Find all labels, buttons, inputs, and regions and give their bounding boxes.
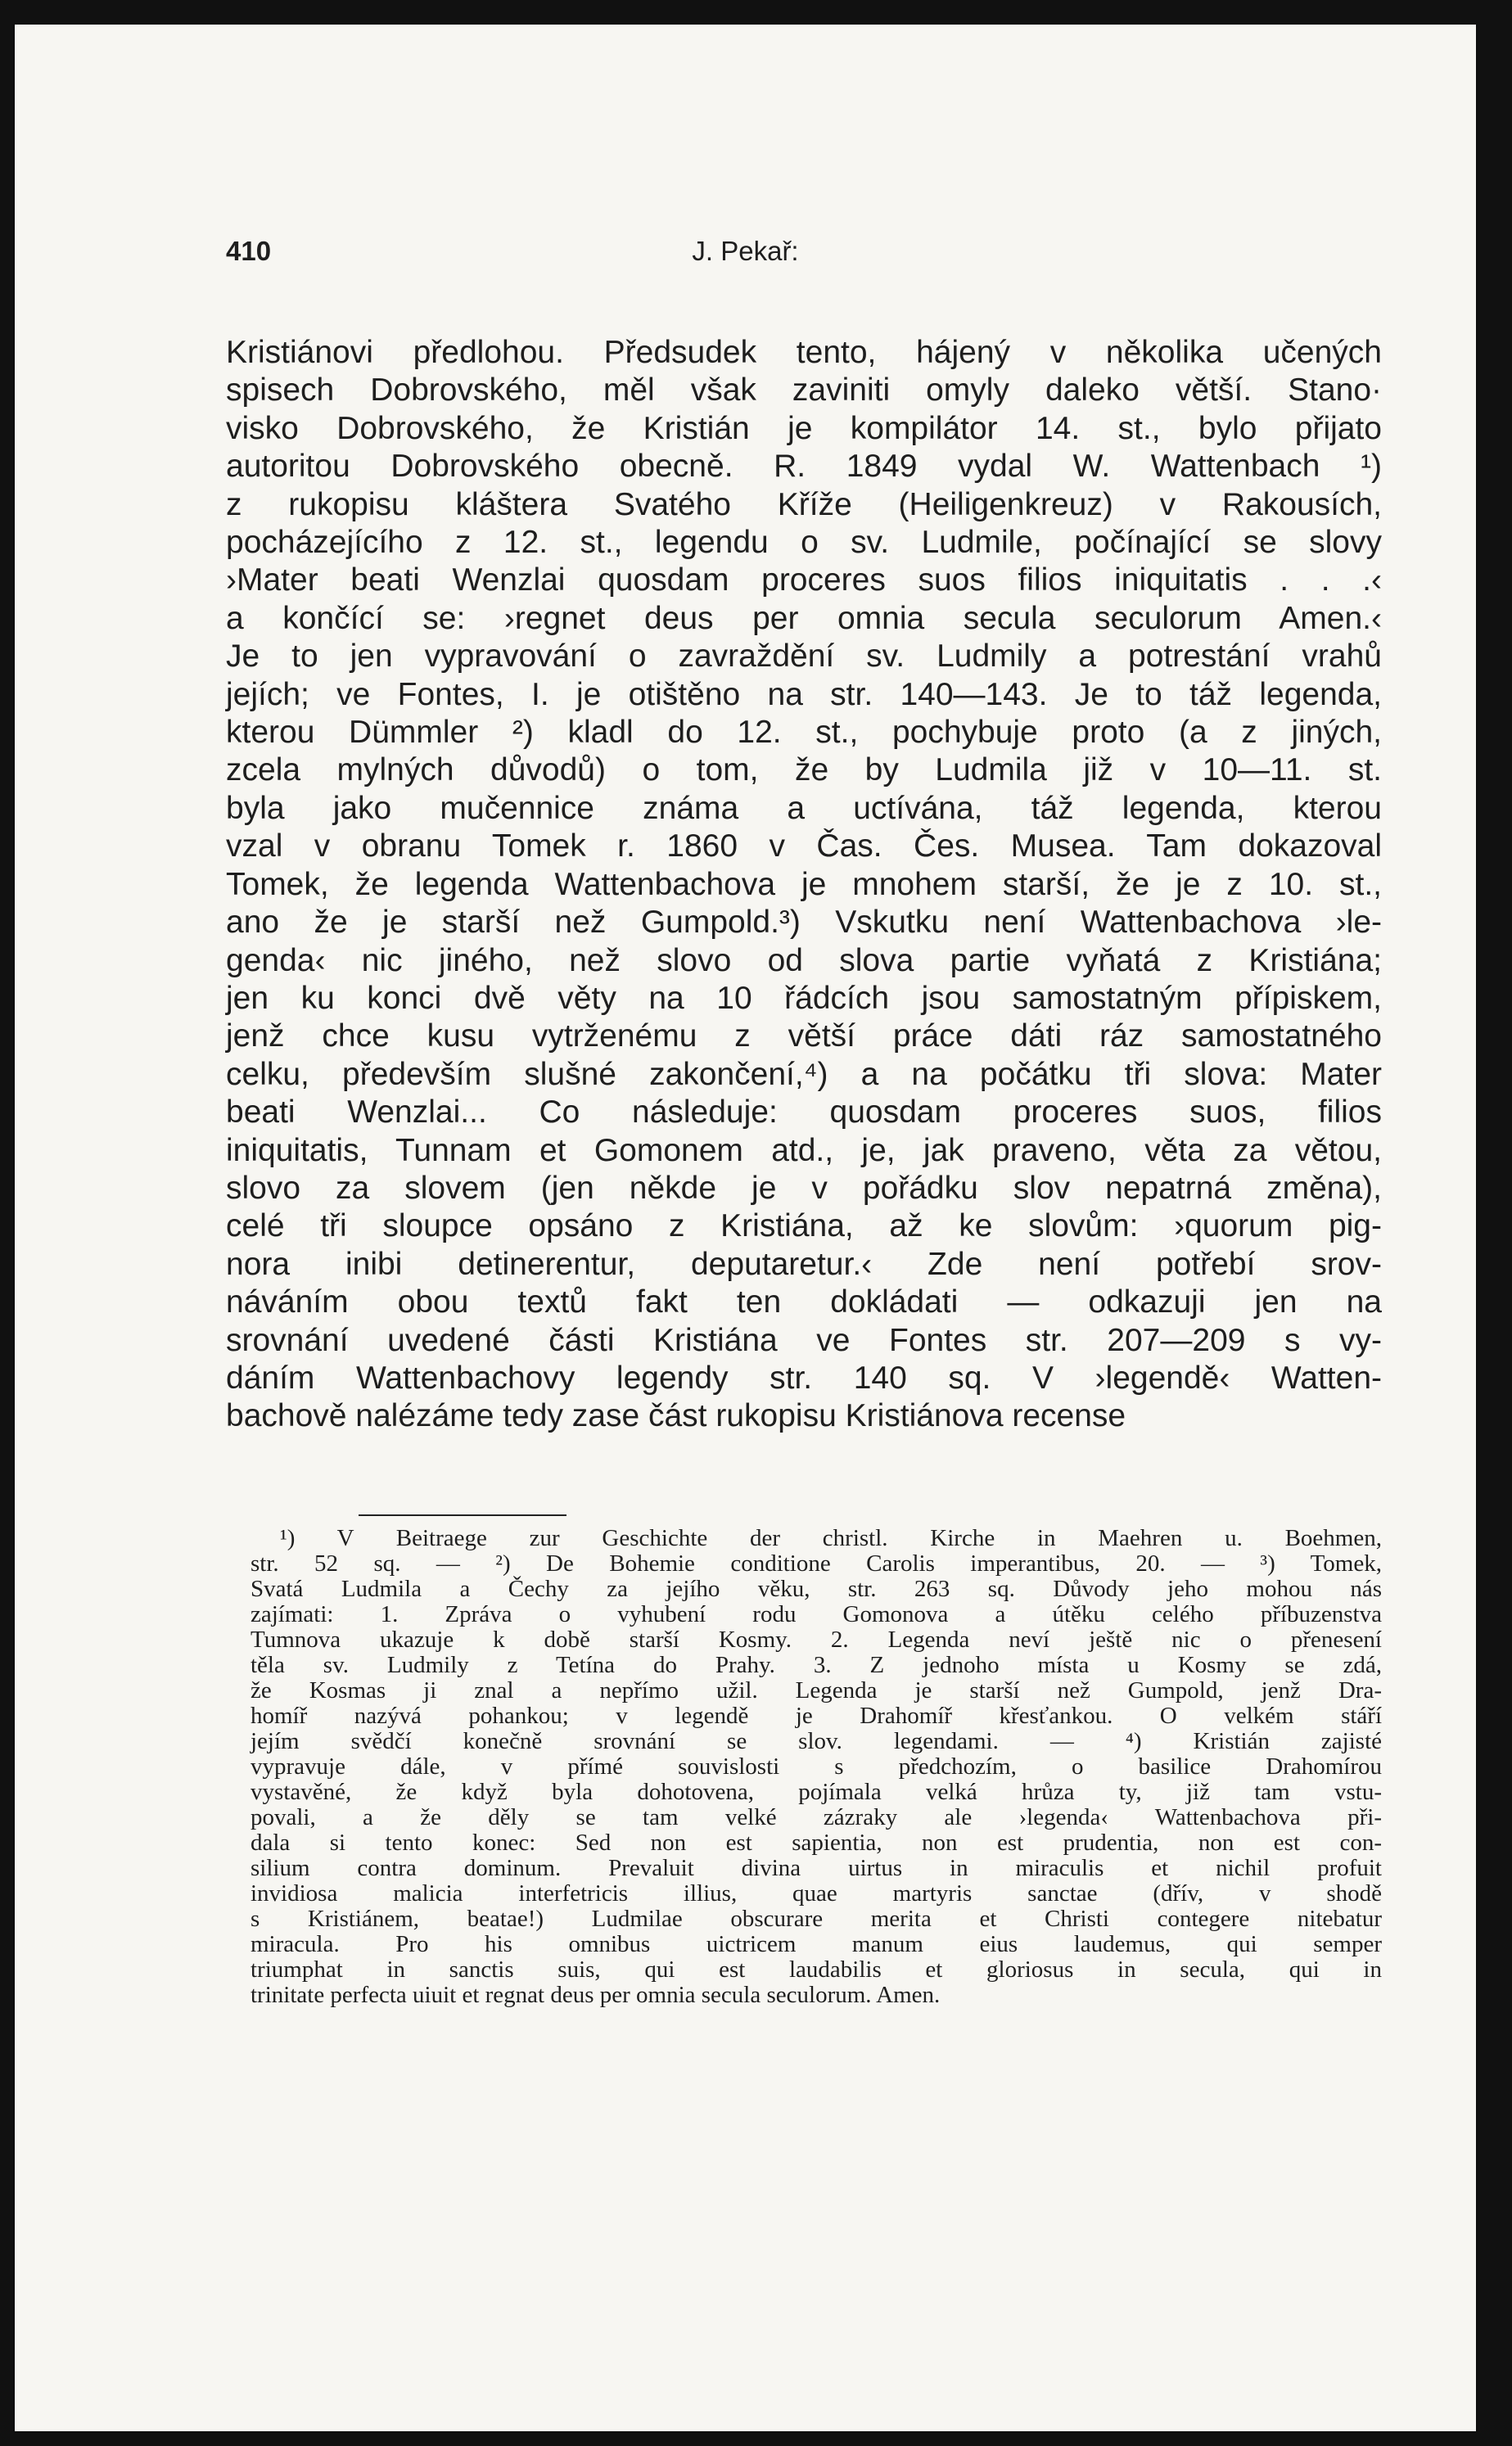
text-line: byla jako mučennice známa a uctívána, táž legenda, kterou [226, 790, 1382, 826]
text-line: autoritou Dobrovského obecně. R. 1849 vydal W. Wattenbach ¹) [226, 449, 1382, 485]
text-line: jejích; ve Fontes, I. je otištěno na str. 140—143. Je to táž legenda, [226, 676, 1382, 712]
footnote-line: Tumnova ukazuje k době starší Kosmy. 2. Legenda neví ještě nic o přenesení [250, 1627, 1382, 1653]
page-number: 410 [226, 236, 272, 266]
text-line: kterou Dümmler ²) kladl do 12. st., pochybuje proto (a z jiných, [226, 715, 1382, 751]
footnote-line: str. 52 sq. — ²) De Bohemie conditione Carolis imperantibus, 20. — ³) Tomek, [250, 1550, 1382, 1577]
text-line: ano že je starší než Gumpold.³) Vskutku není Wattenbachova ›le- [226, 905, 1382, 941]
text-line: celé tři sloupce opsáno z Kristiána, až ke slovům: ›quorum pig- [226, 1208, 1382, 1244]
footnote-line: že Kosmas ji znal a nepřímo užil. Legenda je starší než Gumpold, jenž Dra- [250, 1677, 1382, 1704]
page-header [226, 236, 1265, 285]
footnote-line: zajímati: 1. Zpráva o vyhubení rodu Gomonova a útěku celého příbuzenstva [250, 1601, 1382, 1627]
text-line: Tomek, že legenda Wattenbachova je mnohem starší, že je z 10. st., [226, 866, 1382, 902]
footnote-line: ¹) V Beitraege zur Geschichte der christl. Kirche in Maehren u. Boehmen, [280, 1525, 1382, 1551]
footnote-line: homíř nazývá pohankou; v legendě je Drahomíř křesťankou. O velkém stáří [250, 1703, 1382, 1729]
text-line: spisech Dobrovského, měl však zaviniti omyly daleko větší. Stano· [226, 372, 1382, 408]
text-line: genda‹ nic jiného, než slovo od slova partie vyňatá z Kristiána; [226, 942, 1382, 978]
book-page [15, 25, 1476, 2431]
text-line: beati Wenzlai... Co následuje: quosdam proceres suos, filios [226, 1094, 1382, 1130]
text-line: vzal v obranu Tomek r. 1860 v Čas. Čes. Musea. Tam dokazoval [226, 828, 1382, 864]
text-line: ›Mater beati Wenzlai quosdam proceres suos filios iniquitatis . . .‹ [226, 562, 1382, 598]
text-line: pocházejícího z 12. st., legendu o sv. Ludmile, počínající se slovy [226, 525, 1382, 561]
text-line: náváním obou textů fakt ten dokládati — odkazuji jen na [226, 1284, 1382, 1320]
text-line: a končící se: ›regnet deus per omnia secula seculorum Amen.‹ [226, 600, 1382, 636]
footnote-line: miracula. Pro his omnibus uictricem manum eius laudemus, qui semper [250, 1931, 1382, 1957]
footnote-divider [359, 1514, 566, 1516]
text-line: celku, především slušné zakončení,⁴) a na počátku tři slova: Mater [226, 1056, 1382, 1092]
text-line: Kristiánovi předlohou. Předsudek tento, hájený v několika učených [226, 335, 1382, 370]
footnote-line: jejím svědčí konečně srovnání se slov. legendami. — ⁴) Kristián zajisté [250, 1728, 1382, 1754]
footnote-line: Svatá Ludmila a Čechy za jejího věku, str. 263 sq. Důvody jeho mohou nás [250, 1576, 1382, 1602]
footnote-line: invidiosa malicia interfetricis illius, quae martyris sanctae (dřív, v shodě [250, 1880, 1382, 1907]
footnote-line: s Kristiánem, beatae!) Ludmilae obscurare merita et Christi contegere nitebatur [250, 1906, 1382, 1932]
text-line: jenž chce kusu vytrženému z větší práce dáti ráz samostatného [226, 1018, 1382, 1054]
footnote-line: povali, a že děly se tam velké zázraky ale ›legenda‹ Wattenbachova při- [250, 1804, 1382, 1830]
text-line: jen ku konci dvě věty na 10 řádcích jsou samostatným přípiskem, [226, 980, 1382, 1016]
footnote-line: vypravuje dále, v přímé souvislosti s předchozím, o basilice Drahomírou [250, 1753, 1382, 1780]
text-line: Je to jen vypravování o zavraždění sv. Ludmily a potrestání vrahů [226, 639, 1382, 675]
text-line: bachově nalézáme tedy zase část rukopisu Kristiánova recense [226, 1398, 1126, 1434]
text-line: visko Dobrovského, že Kristián je kompilátor 14. st., bylo přijato [226, 410, 1382, 446]
footnote-line: těla sv. Ludmily z Tetína do Prahy. 3. Z jednoho místa u Kosmy se zdá, [250, 1652, 1382, 1678]
footnote-line: trinitate perfecta uiuit et regnat deus per omnia secula seculorum. Amen. [250, 1982, 941, 2008]
footnote-line: triumphat in sanctis suis, qui est laudabilis et gloriosus in secula, qui in [250, 1956, 1382, 1983]
text-line: z rukopisu kláštera Svatého Kříže (Heiligenkreuz) v Rakousích, [226, 486, 1382, 522]
text-line: zcela mylných důvodů) o tom, že by Ludmila již v 10—11. st. [226, 752, 1382, 788]
footnotes [250, 1526, 1382, 2008]
running-head: J. Pekař: [692, 236, 799, 266]
footnote-line: vystavěné, že když byla dohotovena, pojímala velká hrůza ty, již tam vstu- [250, 1779, 1382, 1805]
footnote-line: dala si tento konec: Sed non est sapientia, non est prudentia, non est con- [250, 1830, 1382, 1856]
text-line: nora inibi detinerentur, deputaretur.‹ Zde není potřebí srov- [226, 1246, 1382, 1282]
text-line: dáním Wattenbachovy legendy str. 140 sq. V ›legendě‹ Watten- [226, 1360, 1382, 1396]
footnote-line: silium contra dominum. Prevaluit divina uirtus in miraculis et nichil profuit [250, 1855, 1382, 1881]
text-line: slovo za slovem (jen někde je v pořádku slov nepatrná změna), [226, 1170, 1382, 1206]
main-text [226, 334, 1382, 1436]
text-line: iniquitatis, Tunnam et Gomonem atd., je, jak praveno, věta za větou, [226, 1132, 1382, 1168]
text-line: srovnání uvedené části Kristiána ve Fontes str. 207—209 s vy- [226, 1322, 1382, 1358]
